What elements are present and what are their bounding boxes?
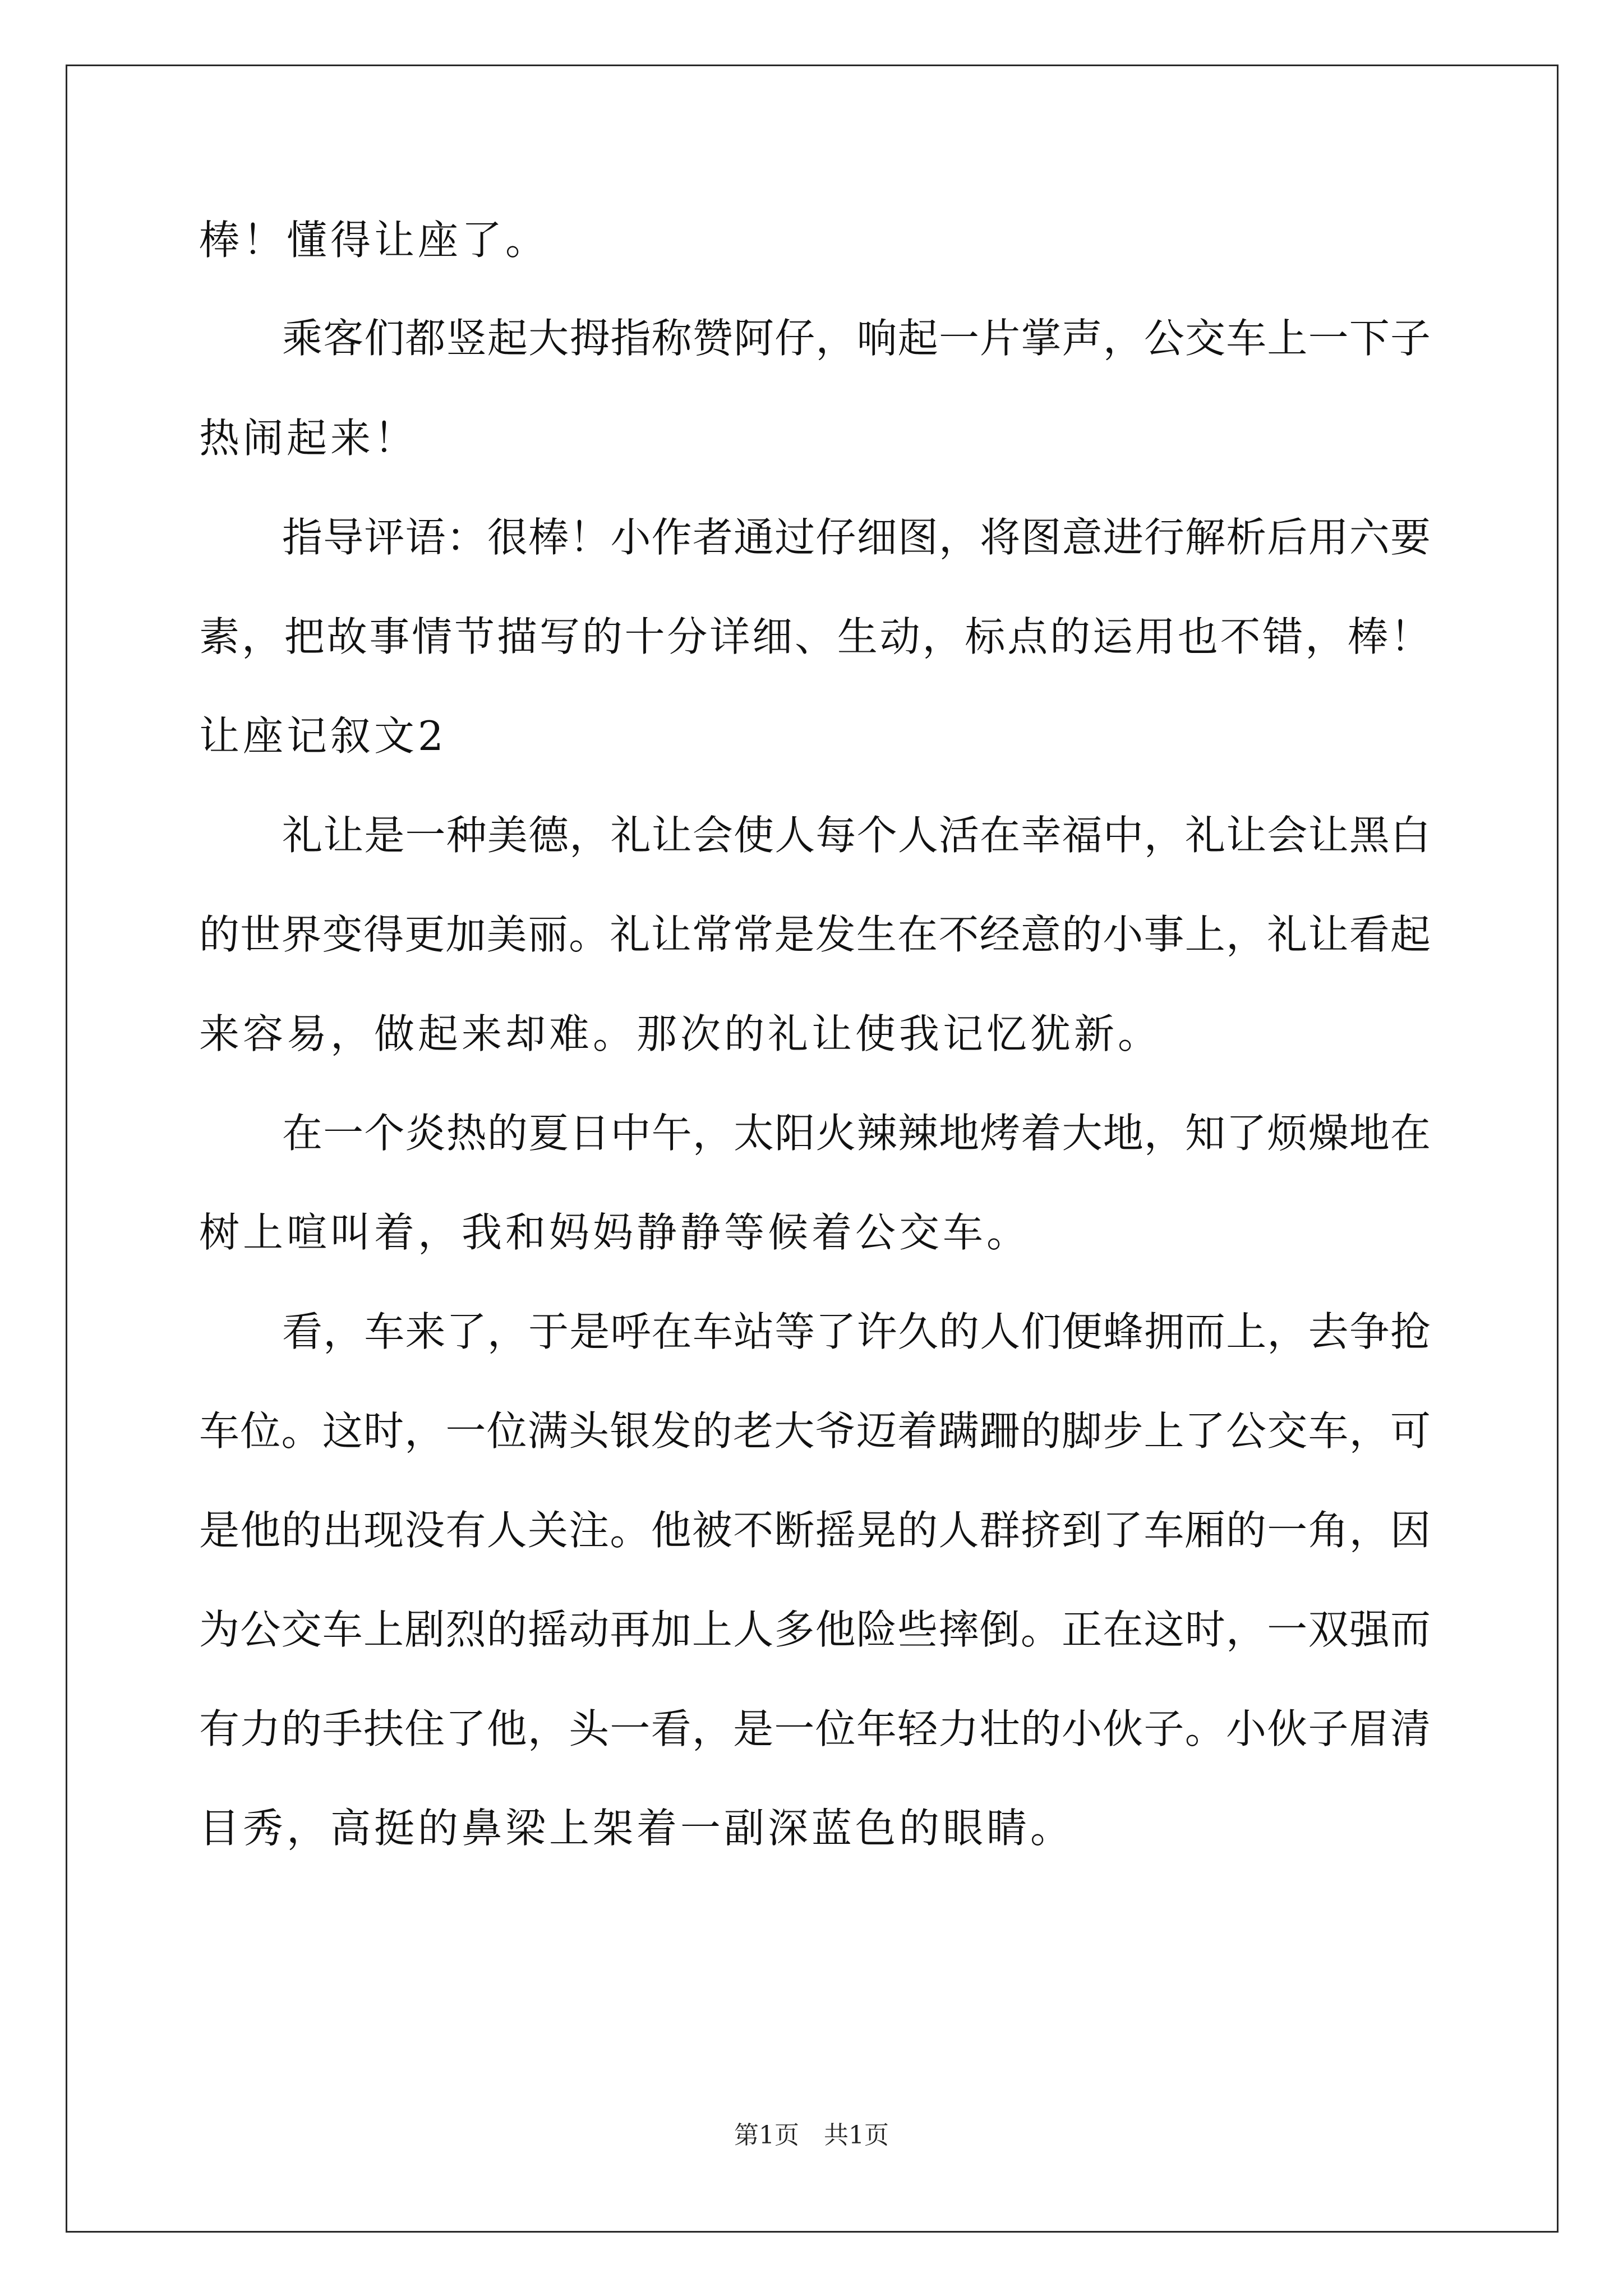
- text-line: 热闹起来！: [199, 415, 418, 462]
- paragraph-line: 指导评语：很棒！小作者通过仔细图，将图意进行解析后用六要: [282, 514, 1431, 561]
- text-line: 有力的手扶住了他，头一看，是一位年轻力壮的小伙子。小伙子眉清: [199, 1705, 1431, 1752]
- text-line: 车位。这时，一位满头银发的老大爷迈着蹒跚的脚步上了公交车，可: [199, 1407, 1431, 1455]
- text-line: 是他的出现没有人关注。他被不断摇晃的人群挤到了车厢的一角，因: [199, 1507, 1431, 1554]
- text-line: 来容易，做起来却难。那次的礼让使我记忆犹新。: [199, 1010, 1162, 1057]
- text-line: 为公交车上剧烈的摇动再加上人多他险些摔倒。正在这时，一双强而: [199, 1606, 1431, 1653]
- text-line: 树上喧叫着，我和妈妈静静等候着公交车。: [199, 1209, 1031, 1256]
- page-number-footer: 第1页 共1页: [734, 2121, 889, 2150]
- text-line: 目秀，高挺的鼻梁上架着一副深蓝色的眼睛。: [199, 1805, 1075, 1852]
- paragraph-line: 在一个炎热的夏日中午，太阳火辣辣地烤着大地，知了烦燥地在: [282, 1110, 1431, 1157]
- paragraph-line: 礼让是一种美德，礼让会使人每个人活在幸福中，礼让会让黑白: [282, 812, 1431, 859]
- paragraph-line: 看，车来了，于是呼在车站等了许久的人们便蜂拥而上，去争抢: [282, 1308, 1431, 1355]
- text-line: 的世界变得更加美丽。礼让常常是发生在不经意的小事上，礼让看起: [199, 911, 1431, 958]
- text-line: 素，把故事情节描写的十分详细、生动，标点的运用也不错，棒！: [199, 613, 1431, 660]
- paragraph-line: 乘客们都竖起大拇指称赞阿仔，响起一片掌声，公交车上一下子: [282, 315, 1431, 362]
- text-line: 棒！懂得让座了。: [199, 217, 550, 264]
- section-heading: 让座记叙文2: [199, 712, 447, 760]
